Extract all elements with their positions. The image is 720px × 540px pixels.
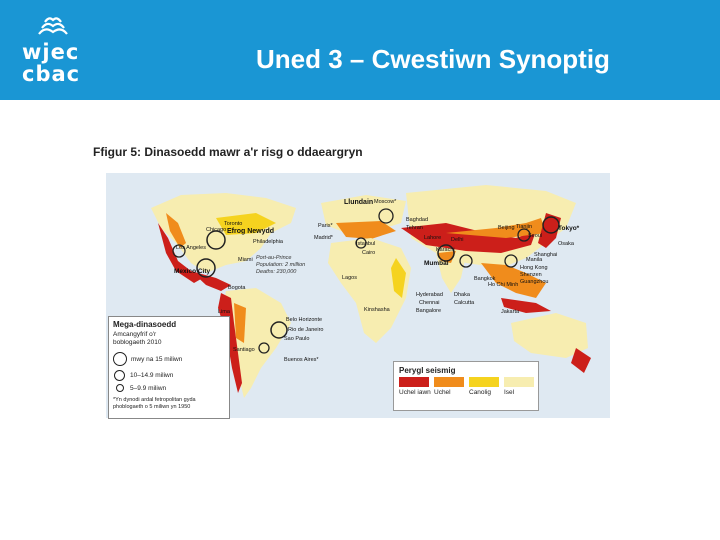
risk-swatch-low bbox=[504, 377, 534, 387]
map-label: Madrid* bbox=[314, 235, 333, 241]
map-label: Buenos Aires* bbox=[284, 357, 319, 363]
map-label: Shenzen bbox=[520, 272, 542, 278]
risk-swatch-very-high bbox=[399, 377, 429, 387]
map-label: Los Angeles bbox=[176, 245, 206, 251]
map-label: Lima bbox=[218, 309, 230, 315]
map-label: Rio de Janeiro bbox=[288, 327, 324, 333]
legend-row-large bbox=[113, 352, 182, 366]
map-label: Efrog Newydd bbox=[227, 228, 275, 235]
risk-swatch-medium bbox=[469, 377, 499, 387]
map-label: Belo Horizonte bbox=[286, 317, 323, 323]
map-label: Bangkok bbox=[474, 276, 496, 282]
circle-large-icon bbox=[113, 352, 127, 366]
circle-small-icon bbox=[116, 384, 124, 392]
map-label: Chicago bbox=[206, 227, 227, 233]
logo-text-cbac: cbac bbox=[22, 62, 81, 86]
map-label: Cairo bbox=[362, 250, 376, 256]
legend-row-small bbox=[113, 384, 166, 392]
map-label: Lagos bbox=[342, 275, 357, 281]
map-label: Kinshasha bbox=[364, 307, 390, 313]
megacity-legend bbox=[108, 316, 230, 419]
map-label: Karachi bbox=[436, 247, 455, 253]
figure-caption: Ffigur 5: Dinasoedd mawr a'r risg o ddaeargryn bbox=[93, 145, 363, 159]
wjec-cbac-logo bbox=[22, 14, 86, 84]
map-label: Calcutta bbox=[454, 300, 475, 306]
risk-legend-title: Perygl seismig bbox=[399, 366, 456, 375]
map-label: Baghdad bbox=[406, 217, 429, 223]
map-label: Moscow* bbox=[374, 199, 397, 205]
map-label: Bogota bbox=[228, 285, 246, 291]
map-label: Jakarta bbox=[501, 309, 520, 315]
map-label: Paris* bbox=[318, 223, 333, 229]
map-label: Hyderabad bbox=[416, 292, 443, 298]
map-label: Shanghai bbox=[534, 252, 558, 258]
haiti-annotation-line2: Population: 2 million bbox=[256, 262, 306, 268]
risk-label: Canolig bbox=[469, 389, 492, 396]
risk-label: Uchel iawn bbox=[399, 389, 431, 396]
map-label: Hong Kong bbox=[520, 265, 548, 271]
map-label: Seoul bbox=[528, 233, 543, 239]
risk-label: Uchel bbox=[434, 389, 451, 396]
map-label: Mexico City bbox=[174, 268, 211, 275]
map-label: Dhaka bbox=[454, 292, 470, 298]
logo-text-wjec: wjec bbox=[22, 40, 80, 64]
circle-medium-icon bbox=[114, 370, 125, 381]
map-label: Tehran bbox=[406, 225, 423, 231]
legend-item-label: mwy na 15 miliwn bbox=[131, 355, 183, 363]
map-label: Santiago bbox=[233, 347, 255, 353]
map-label: Tianjin bbox=[516, 224, 532, 230]
map-label: Toronto bbox=[224, 221, 243, 227]
risk-label: Isel bbox=[504, 389, 515, 396]
map-label: Lahore bbox=[424, 235, 442, 241]
map-label: Manila bbox=[526, 257, 543, 263]
map-label: Philadelphia bbox=[253, 239, 283, 245]
map-label: Llundain bbox=[344, 199, 374, 206]
map-label: Osaka bbox=[558, 241, 574, 247]
page-title: Uned 3 – Cwestiwn Synoptig bbox=[256, 44, 610, 74]
map-label: Mumbai bbox=[424, 260, 449, 267]
legend-item-label: 10–14.9 miliwn bbox=[130, 372, 174, 379]
legend-subtitle: Amcangyfrif o'r boblogaeth 2010 bbox=[113, 331, 162, 346]
map-label: Beijing bbox=[498, 225, 515, 231]
map-label: Guangzhou bbox=[520, 279, 549, 285]
header-bar bbox=[0, 0, 720, 100]
map-label: Sao Paulo bbox=[284, 336, 310, 342]
map-label: Delhi bbox=[451, 237, 464, 243]
map-label: Istanbul bbox=[356, 241, 376, 247]
legend-title: Mega-dinasoedd bbox=[113, 320, 177, 329]
haiti-annotation-line1: Port-au-Prince bbox=[256, 255, 292, 261]
legend-note: *Yn dynodi ardal fetropolitan gyda phoblogaeth o 5 miliwn yn 1950 bbox=[113, 397, 196, 410]
map-label: Miami bbox=[238, 257, 253, 263]
map-label: Chennai bbox=[419, 300, 440, 306]
haiti-annotation-line3: Deaths: 230,000 bbox=[256, 269, 297, 275]
risk-swatch-high bbox=[434, 377, 464, 387]
map-label: Ho Chi Minh bbox=[488, 282, 519, 288]
legend-row-medium bbox=[113, 370, 173, 381]
legend-item-label: 5–9.9 miliwn bbox=[130, 384, 167, 392]
map-label: Tokyo* bbox=[558, 225, 580, 232]
map-label: Bangalore bbox=[416, 308, 442, 314]
seismic-risk-legend bbox=[393, 361, 539, 411]
book-icon bbox=[35, 14, 71, 38]
